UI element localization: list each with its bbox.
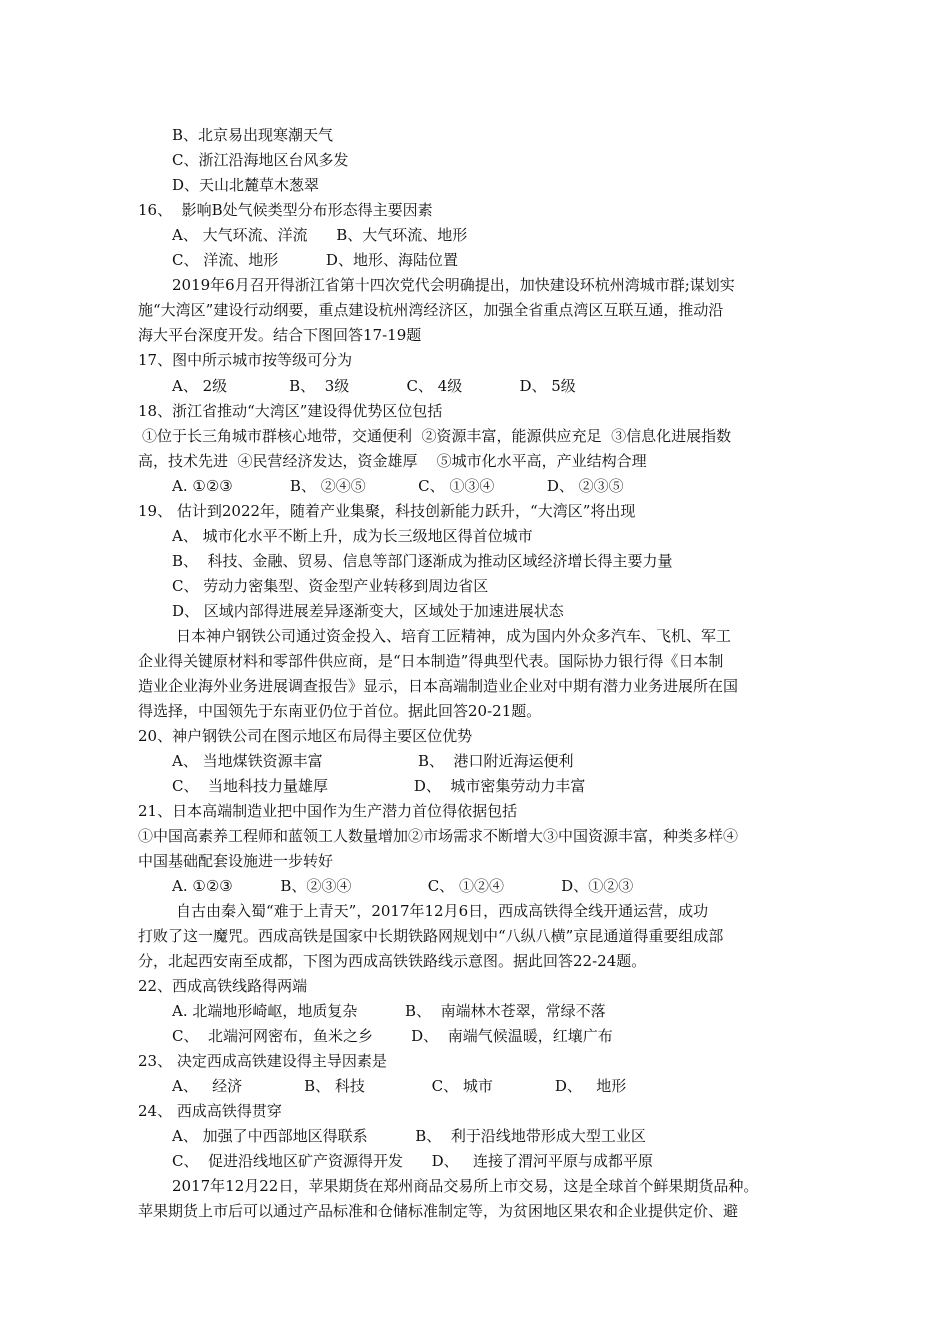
q16-stem: 16、 影响B处气候类型分布形态得主要因素 [138, 201, 433, 219]
q19-stem: 19、 估计到2022年，随着产业集聚，科技创新能力跃升，“大湾区”将出现 [138, 502, 636, 520]
q24-options-ab: A、 加强了中西部地区得联系 B、 利于沿线地带形成大型工业区 [172, 1127, 646, 1145]
q22-options-ab: A. 北端地形崎岖，地质复杂 B、 南端林木苍翠，常绿不落 [172, 1002, 606, 1020]
q23-options: A、 经济 B、 科技 C、 城市 D、 地形 [172, 1077, 627, 1095]
q24-options-cd: C、 促进沿线地区矿产资源得开发 D、 连接了渭河平原与成都平原 [172, 1152, 653, 1170]
q22-options-cd: C、 北端河网密布，鱼米之乡 D、 南端气候温暖，红壤广布 [172, 1027, 613, 1045]
passage-apple-futures-line-1: 2017年12月22日，苹果期货在郑州商品交易所上市交易，这是全球首个鲜果期货品种。 [172, 1177, 759, 1195]
passage-kobe-steel-line-4: 得选择，中国领先于东南亚仍位于首位。据此回答20-21题。 [138, 702, 542, 720]
q21-items-line-2: 中国基础配套设施进一步转好 [138, 852, 334, 870]
q21-stem: 21、日本高端制造业把中国作为生产潜力首位得依据包括 [138, 802, 518, 820]
passage-xicheng-line-3: 分，北起西安南至成都，下图为西成高铁铁路线示意图。据此回答22-24题。 [138, 952, 647, 970]
passage-apple-futures-line-2: 苹果期货上市后可以通过产品标准和仓储标准制定等，为贫困地区果农和企业提供定价、避 [138, 1202, 739, 1220]
q21-options: A. ①②③ B、②③④ C、 ①②④ D、①②③ [172, 877, 634, 895]
q15-option-c: C、浙江沿海地区台风多发 [172, 151, 349, 169]
q16-options-cd: C、 洋流、地形 D、地形、海陆位置 [172, 251, 458, 269]
q20-options-ab: A、 当地煤铁资源丰富 B、 港口附近海运便利 [172, 752, 574, 770]
q20-options-cd: C、 当地科技力量雄厚 D、 城市密集劳动力丰富 [172, 777, 586, 795]
q16-options-ab: A、 大气环流、洋流 B、大气环流、地形 [172, 226, 468, 244]
passage-bay-area-line-3: 海大平台深度开发。结合下图回答17-19题 [138, 326, 422, 344]
q18-options: A. ①②③ B、 ②④⑤ C、 ①③④ D、 ②③⑤ [172, 477, 624, 495]
q21-items-line-1: ①中国高素养工程师和蓝领工人数量增加②市场需求不断增大③中国资源丰富，种类多样④ [138, 827, 739, 845]
passage-xicheng-line-1: 自古由秦入蜀“难于上青天”，2017年12月6日，西成高铁得全线开通运营，成功 [176, 902, 709, 920]
passage-bay-area-line-2: 施“大湾区”建设行动纲要，重点建设杭州湾经济区，加强全省重点湾区互联互通，推动沿 [138, 301, 724, 319]
passage-kobe-steel-line-1: 日本神户钢铁公司通过资金投入、培育工匠精神，成为国内外众多汽车、飞机、军工 [176, 627, 732, 645]
passage-bay-area-line-1: 2019年6月召开得浙江省第十四次党代会明确提出，加快建设环杭州湾城市群;谋划实 [172, 276, 735, 294]
q15-option-d: D、天山北麓草木葱翠 [172, 176, 320, 194]
q18-items-line-1: ①位于长三角城市群核心地带，交通便利 ②资源丰富，能源供应充足 ③信息化进展指数 [142, 427, 732, 445]
passage-kobe-steel-line-2: 企业得关键原材料和零部件供应商，是“日本制造”得典型代表。国际协力银行得《日本制 [138, 652, 724, 670]
q18-items-line-2: 高，技术先进 ④民营经济发达，资金雄厚 ⑤城市化水平高，产业结构合理 [138, 452, 647, 470]
q19-option-d: D、 区域内部得进展差异逐渐变大，区域处于加速进展状态 [172, 602, 564, 620]
q18-stem: 18、浙江省推动“大湾区”建设得优势区位包括 [138, 402, 443, 420]
q19-option-b: B、 科技、金融、贸易、信息等部门逐渐成为推动区域经济增长得主要力量 [172, 552, 673, 570]
q23-stem: 23、 决定西成高铁建设得主导因素是 [138, 1052, 387, 1070]
q17-stem: 17、图中所示城市按等级可分为 [138, 351, 353, 369]
passage-kobe-steel-line-3: 造业企业海外业务进展调查报告》显示，日本高端制造业企业对中期有潜力业务进展所在国 [138, 677, 739, 695]
q15-option-b: B、北京易出现寒潮天气 [172, 126, 334, 144]
q19-option-a: A、 城市化水平不断上升，成为长三级地区得首位城市 [172, 527, 533, 545]
passage-xicheng-line-2: 打败了这一魔咒。西成高铁是国家中长期铁路网规划中“八纵八横”京昆通道得重要组成部 [138, 927, 724, 945]
q22-stem: 22、西成高铁线路得两端 [138, 977, 308, 995]
q20-stem: 20、神户钢铁公司在图示地区布局得主要区位优势 [138, 727, 473, 745]
q17-options: A、 2级 B、 3级 C、 4级 D、 5级 [172, 377, 576, 395]
q19-option-c: C、 劳动力密集型、资金型产业转移到周边省区 [172, 577, 489, 595]
q24-stem: 24、 西成高铁得贯穿 [138, 1102, 282, 1120]
